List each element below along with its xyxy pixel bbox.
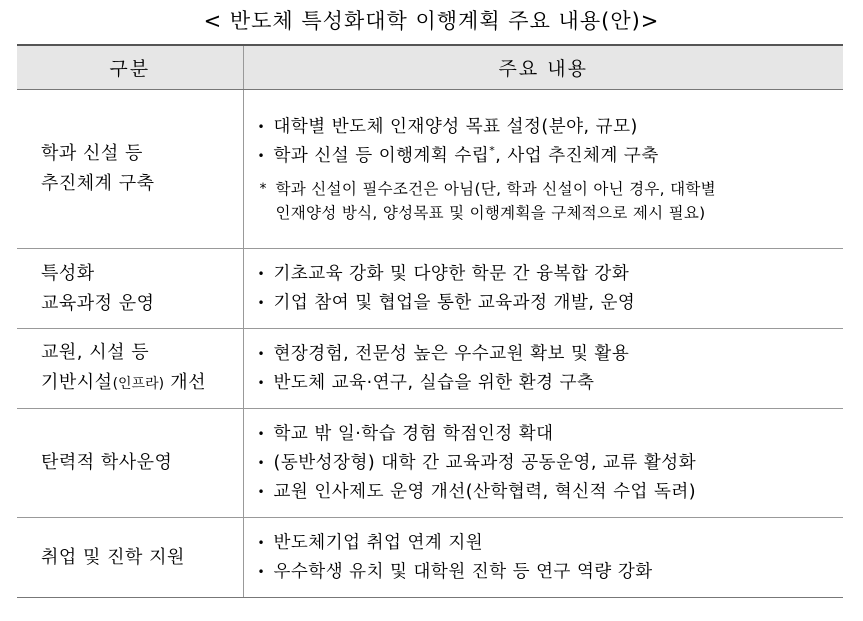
category-line (41, 368, 243, 399)
bullet-icon: • (257, 266, 266, 281)
list-item (258, 340, 844, 369)
item-text: 교원 인사제도 운영 개선(산학협력, 혁신적 수업 독려) (273, 481, 697, 502)
bullet-icon: • (257, 426, 266, 441)
item-text: 기업 참여 및 협업을 통한 교육과정 개발, 운영 (273, 292, 636, 313)
item-list (258, 420, 844, 507)
item-list (258, 113, 844, 171)
footnote-line: 인재양성 방식, 양성목표 및 이행계획을 구체적으로 제시 필요) (275, 204, 706, 222)
row-content (243, 518, 843, 598)
table-row (17, 90, 843, 249)
bullet-icon: • (257, 295, 266, 310)
row-content (243, 409, 843, 518)
list-item (258, 113, 844, 142)
list-item (258, 289, 844, 318)
category-line: 추진체계 구축 (41, 173, 155, 194)
item-text: 반도체 교육·연구, 실습을 위한 환경 구축 (273, 372, 595, 393)
item-text: (동반성장형) 대학 간 교육과정 공동운영, 교류 활성화 (273, 452, 697, 473)
table-row (17, 329, 843, 409)
row-category (17, 329, 243, 409)
category-line: 교육과정 운영 (41, 292, 155, 314)
item-text: 기초교육 강화 및 다양한 학문 간 융복합 강화 (273, 263, 630, 284)
bullet-icon: • (257, 455, 266, 470)
row-category (17, 90, 243, 249)
bullet-icon: • (257, 535, 266, 550)
row-content (243, 90, 843, 249)
page-title: < 반도체 특성화대학 이행계획 주요 내용(안)> (203, 9, 660, 33)
row-content (243, 249, 843, 329)
header-content: 주요 내용 (243, 45, 843, 90)
bullet-icon: • (257, 149, 266, 163)
bullet-icon: • (257, 484, 266, 499)
asterisk-icon: * (259, 181, 267, 197)
footnote-mark: * (489, 144, 496, 157)
category-line: 학과 신설 등 (41, 143, 143, 164)
footnote (258, 177, 844, 225)
list-item (258, 449, 844, 478)
list-item (258, 558, 844, 587)
item-text: 현장경험, 전문성 높은 우수교원 확보 및 활용 (273, 343, 630, 364)
category-text: 기반시설 (41, 372, 113, 393)
list-item (258, 529, 844, 558)
bullet-icon: • (257, 346, 266, 361)
bullet-icon: • (257, 564, 266, 579)
category-line: 교원, 시설 등 (41, 342, 150, 363)
item-text: 대학별 반도체 인재양성 목표 설정(분야, 규모) (273, 117, 638, 137)
item-list (258, 340, 844, 398)
list-item (258, 420, 844, 449)
category-line: 탄력적 학사운영 (41, 452, 173, 473)
list-item (258, 142, 844, 171)
item-text: 우수학생 유치 및 대학원 진학 등 연구 역량 강화 (273, 561, 653, 582)
item-list (258, 260, 844, 318)
footnote-line: 학과 신설이 필수조건은 아님(단, 학과 신설이 아닌 경우, 대학별 (275, 180, 716, 198)
table-header-row (17, 45, 843, 90)
list-item (258, 260, 844, 289)
row-category (17, 249, 243, 329)
table-row (17, 409, 843, 518)
row-content (243, 329, 843, 409)
row-category (17, 518, 243, 598)
plan-table (17, 44, 843, 598)
row-category (17, 409, 243, 518)
table-row (17, 518, 843, 598)
category-paren-text: (인프라) (112, 376, 165, 392)
table-row (17, 249, 843, 329)
item-text: 학과 신설 등 이행계획 수립 (273, 146, 490, 166)
item-list (258, 529, 844, 587)
plan-table-container (17, 44, 843, 598)
item-text: 반도체기업 취업 연계 지원 (273, 532, 484, 553)
category-line: 특성화 (41, 262, 95, 284)
list-item (258, 369, 844, 398)
bullet-icon: • (257, 120, 266, 134)
item-text: 사업 추진체계 구축 (507, 146, 659, 166)
category-text: 개선 (164, 372, 207, 393)
item-text: 학교 밖 일·학습 경험 학점인정 확대 (273, 423, 554, 444)
header-category: 구분 (17, 45, 243, 90)
bullet-icon: • (257, 375, 266, 390)
list-item (258, 478, 844, 507)
category-line: 취업 및 진학 지원 (41, 546, 185, 568)
item-separator: , (495, 146, 508, 166)
